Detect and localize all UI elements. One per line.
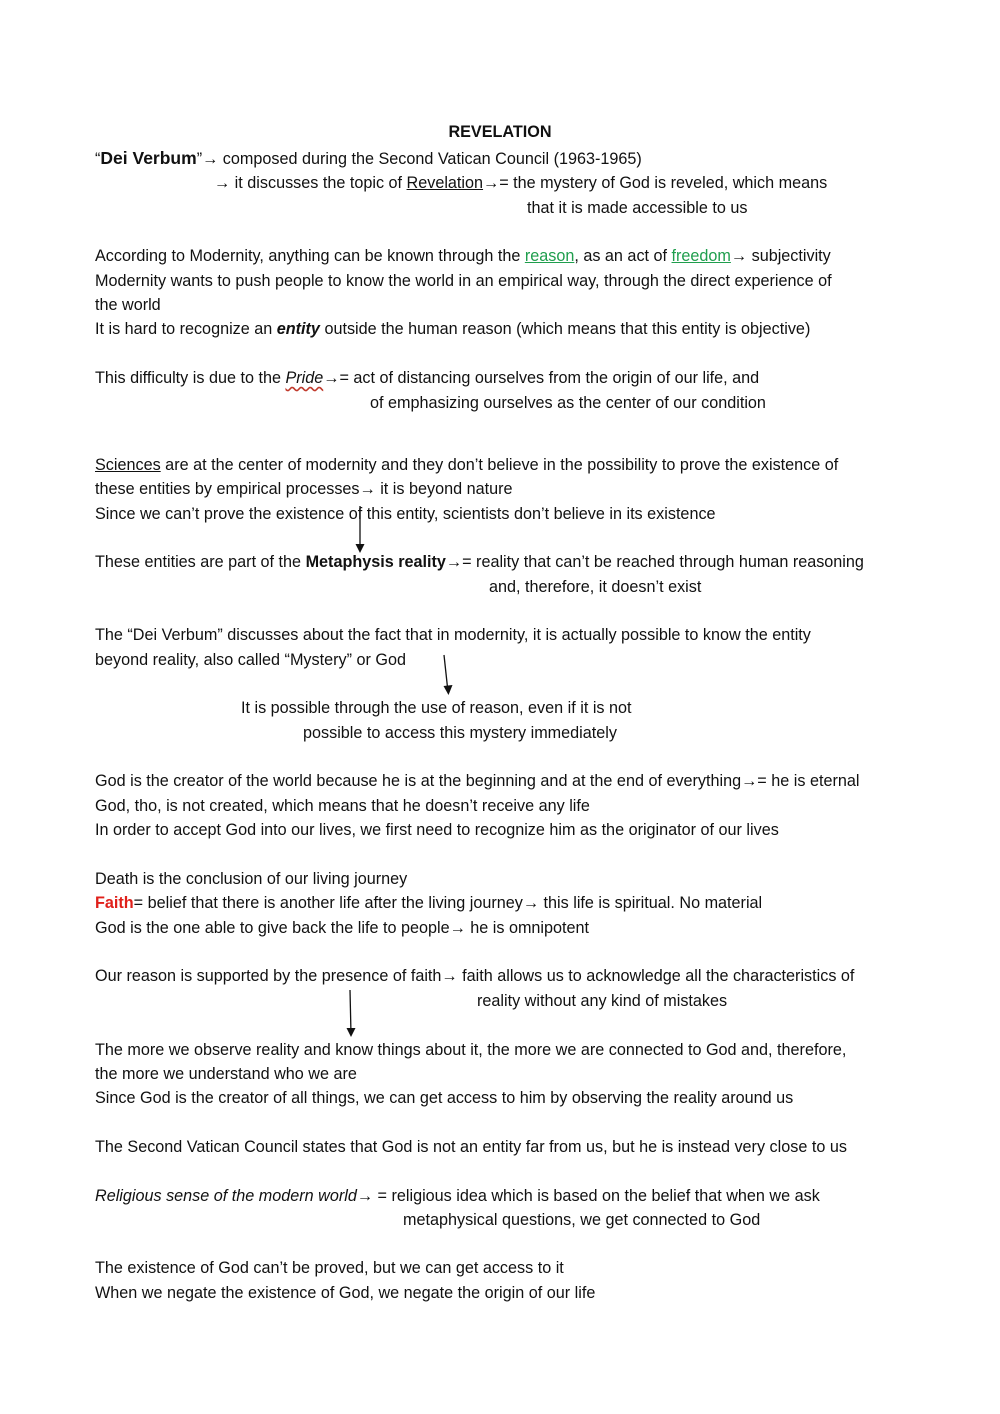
metaphysis-line-1: These entities are part of the Metaphysis reality→= reality that can’t be reached through human reasoning bbox=[95, 553, 864, 571]
revelation-term: Revelation bbox=[406, 174, 484, 192]
modernity-line-3: the world bbox=[95, 296, 161, 314]
mystery-line-2: beyond reality, also called “Mystery” or God bbox=[95, 651, 406, 669]
modernity-line-2: Modernity wants to push people to know the world in an empirical way, through the direct experience of bbox=[95, 272, 832, 290]
down-arrow-1 bbox=[355, 506, 365, 554]
dei-verbum-line-1: “Dei Verbum”→ composed during the Second Vatican Council (1963-1965) bbox=[95, 148, 642, 168]
mystery-line-1: The “Dei Verbum” discusses about the fact that in modernity, it is actually possible to know the entity bbox=[95, 626, 811, 644]
faith-line-1: Death is the conclusion of our living journey bbox=[95, 870, 408, 888]
faith-line-3: God is the one able to give back the life to people→ he is omnipotent bbox=[95, 919, 590, 937]
page-title: REVELATION bbox=[448, 123, 552, 141]
sciences-line-1: Sciences are at the center of modernity and they don’t believe in the possibility to prove the existence of bbox=[95, 456, 839, 474]
metaphysis-line-2: and, therefore, it doesn’t exist bbox=[489, 578, 702, 596]
down-arrow-3 bbox=[345, 990, 357, 1038]
pride-line-2: of emphasizing ourselves as the center of our condition bbox=[370, 394, 766, 412]
entity-term: entity bbox=[276, 320, 320, 338]
faith-line-2: Faith= belief that there is another life after the living journey→ this life is spiritual. No material bbox=[95, 894, 763, 912]
pride-line-1: This difficulty is due to the Pride→= act of distancing ourselves from the origin of our life, and bbox=[95, 369, 760, 387]
reason-faith-line-2: reality without any kind of mistakes bbox=[477, 992, 728, 1010]
reason-faith-line-1: Our reason is supported by the presence of faith→ faith allows us to acknowledge all the characteristics of bbox=[95, 967, 855, 985]
mystery-line-3: It is possible through the use of reason, even if it is not bbox=[241, 699, 632, 717]
religious-sense-term: Religious sense of the modern world bbox=[95, 1187, 357, 1205]
creator-line-3: In order to accept God into our lives, we first need to recognize him as the originator of our lives bbox=[95, 821, 779, 839]
dei-verbum-line-3: that it is made accessible to us bbox=[527, 199, 748, 217]
pride-term: Pride bbox=[285, 369, 324, 387]
creator-line-2: God, tho, is not created, which means that he doesn’t receive any life bbox=[95, 797, 590, 815]
faith-term: Faith bbox=[95, 894, 134, 912]
freedom-link: freedom bbox=[671, 247, 731, 265]
mystery-line-4: possible to access this mystery immediately bbox=[303, 724, 617, 742]
reason-link: reason bbox=[524, 247, 575, 265]
religious-line-1: Religious sense of the modern world→ = religious idea which is based on the belief that when we ask bbox=[95, 1187, 820, 1205]
creator-line-1: God is the creator of the world because he is at the beginning and at the end of everything→= he is eternal bbox=[95, 772, 860, 790]
observe-line-3: Since God is the creator of all things, we can get access to him by observing the reality around us bbox=[95, 1089, 794, 1107]
dei-verbum-line-2: → it discusses the topic of Revelation→= the mystery of God is reveled, which means bbox=[214, 174, 828, 192]
sciences-term: Sciences bbox=[95, 456, 161, 474]
arrow-glyph: → bbox=[202, 150, 219, 168]
dei-verbum-term: Dei Verbum bbox=[100, 148, 197, 168]
modernity-line-1: According to Modernity, anything can be known through the reason, as an act of freedom→ subjectivity bbox=[95, 247, 831, 265]
existence-line-1: The existence of God can’t be proved, but we can get access to it bbox=[95, 1259, 564, 1277]
religious-line-2: metaphysical questions, we get connected to God bbox=[403, 1211, 761, 1229]
existence-line-2: When we negate the existence of God, we negate the origin of our life bbox=[95, 1284, 596, 1302]
observe-line-2: the more we understand who we are bbox=[95, 1065, 357, 1083]
council-line-1: The Second Vatican Council states that God is not an entity far from us, but he is instead very close to us bbox=[95, 1138, 847, 1156]
metaphysis-term: Metaphysis reality bbox=[305, 553, 446, 571]
down-arrow-2 bbox=[440, 655, 454, 697]
sciences-line-2: these entities by empirical processes→ it is beyond nature bbox=[95, 480, 513, 498]
observe-line-1: The more we observe reality and know things about it, the more we are connected to God and, therefore, bbox=[95, 1041, 847, 1059]
modernity-line-4: It is hard to recognize an entity outside the human reason (which means that this entity is objective) bbox=[95, 320, 811, 338]
sciences-line-3: Since we can’t prove the existence of this entity, scientists don’t believe in its existence bbox=[95, 505, 716, 523]
